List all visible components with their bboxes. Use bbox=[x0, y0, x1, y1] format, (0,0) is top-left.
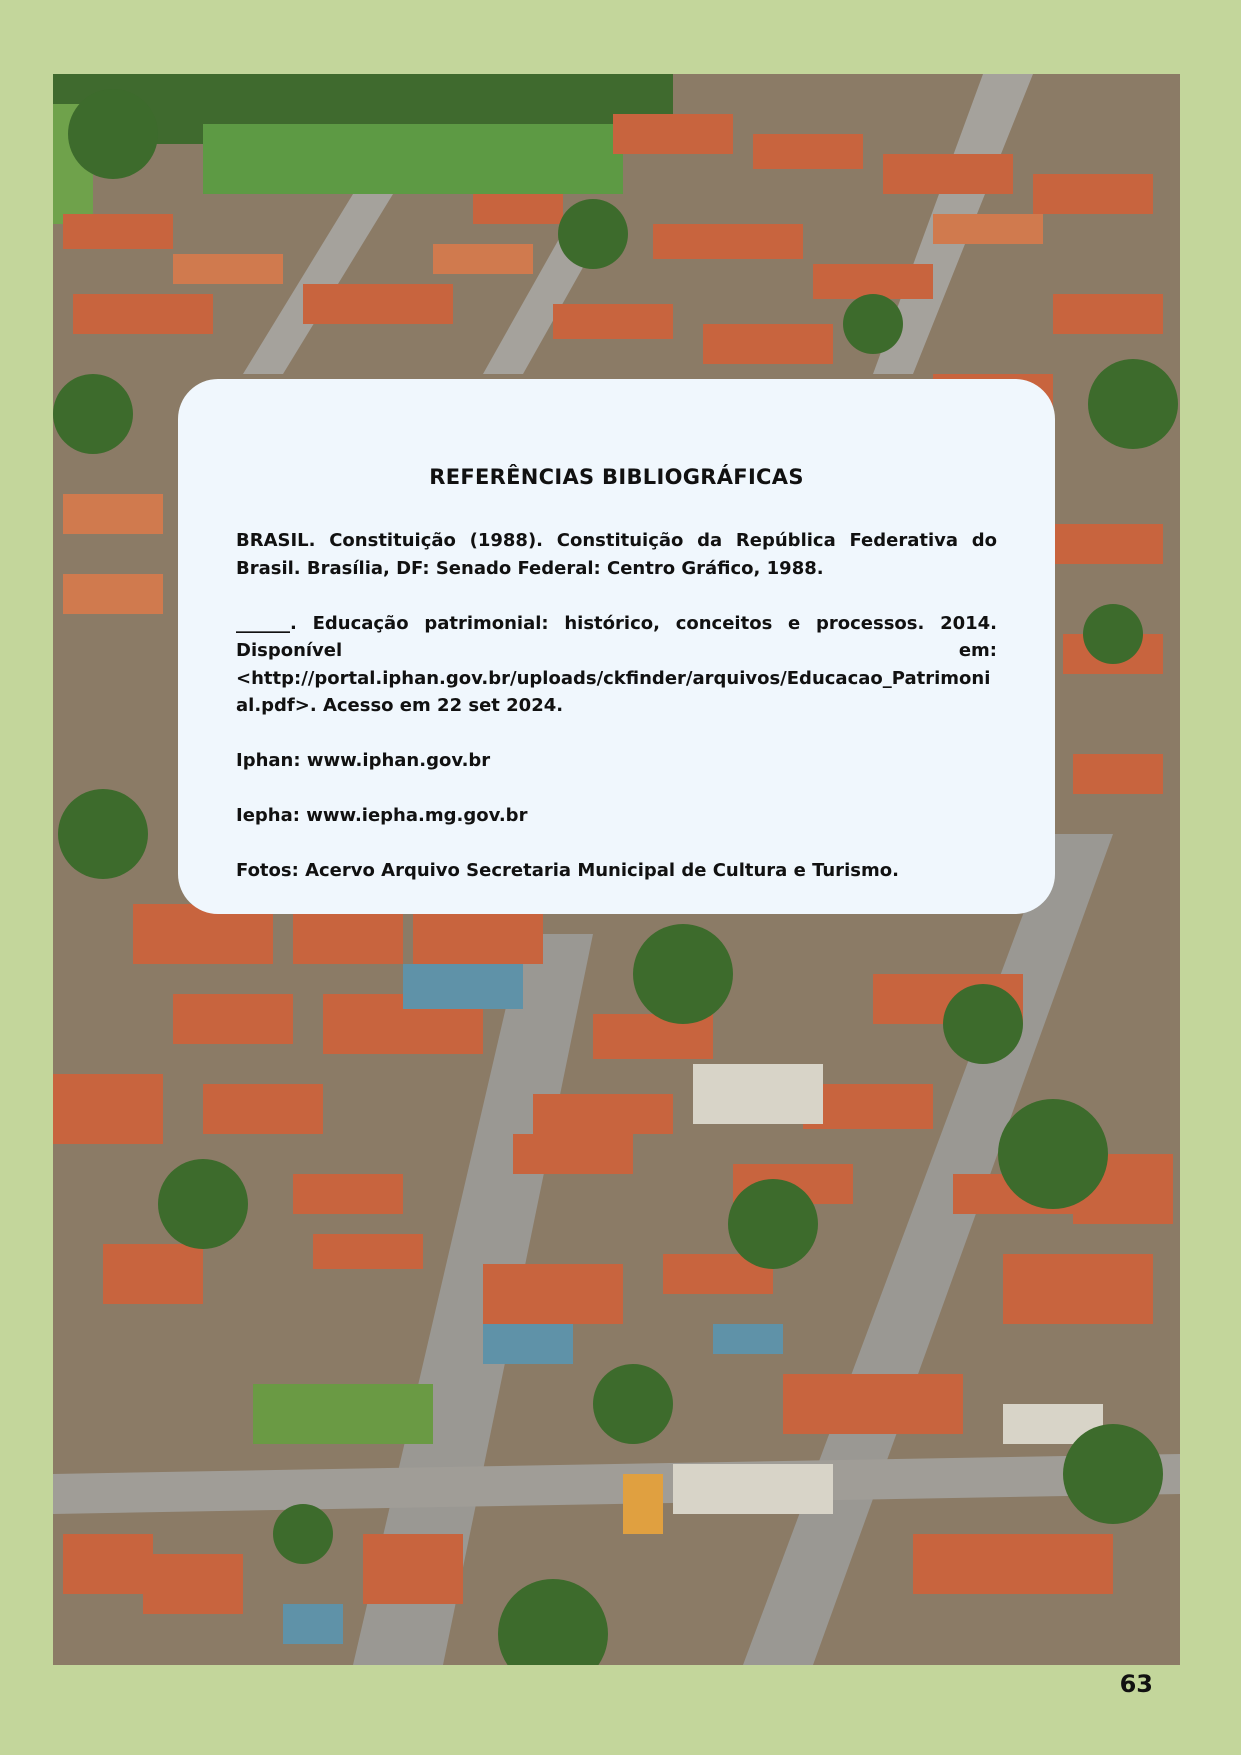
references-list bbox=[236, 527, 997, 912]
reference-fotos: Fotos: Acervo Arquivo Secretaria Municipal de Cultura e Turismo. bbox=[236, 860, 899, 881]
page-number: 63 bbox=[1119, 1670, 1153, 1698]
reference-constitution: BRASIL. Constituição (1988). Constituição da República Federativa do Brasil. Brasília, DF: Senado Federal: Centro Gráfico, 1988. bbox=[236, 530, 997, 579]
reference-educacao-patrimonial bbox=[236, 610, 997, 720]
reference-available-label: Disponível bbox=[236, 640, 343, 661]
reference-available-line bbox=[236, 637, 997, 665]
reference-iepha: Iepha: www.iepha.mg.gov.br bbox=[236, 805, 528, 826]
reference-iphan: Iphan: www.iphan.gov.br bbox=[236, 750, 491, 771]
reference-url-link[interactable]: <http://portal.iphan.gov.br/uploads/ckfinder/arquivos/Educacao_Patrimonial.pdf>. Acesso em 22 set 2024. bbox=[236, 667, 991, 716]
references-title: REFERÊNCIAS BIBLIOGRÁFICAS bbox=[429, 465, 804, 489]
reference-educacao-text: ______. Educação patrimonial: histórico, conceitos e processos. 2014. bbox=[236, 612, 997, 634]
reference-available-suffix: em: bbox=[958, 640, 997, 661]
references-card bbox=[178, 379, 1055, 914]
